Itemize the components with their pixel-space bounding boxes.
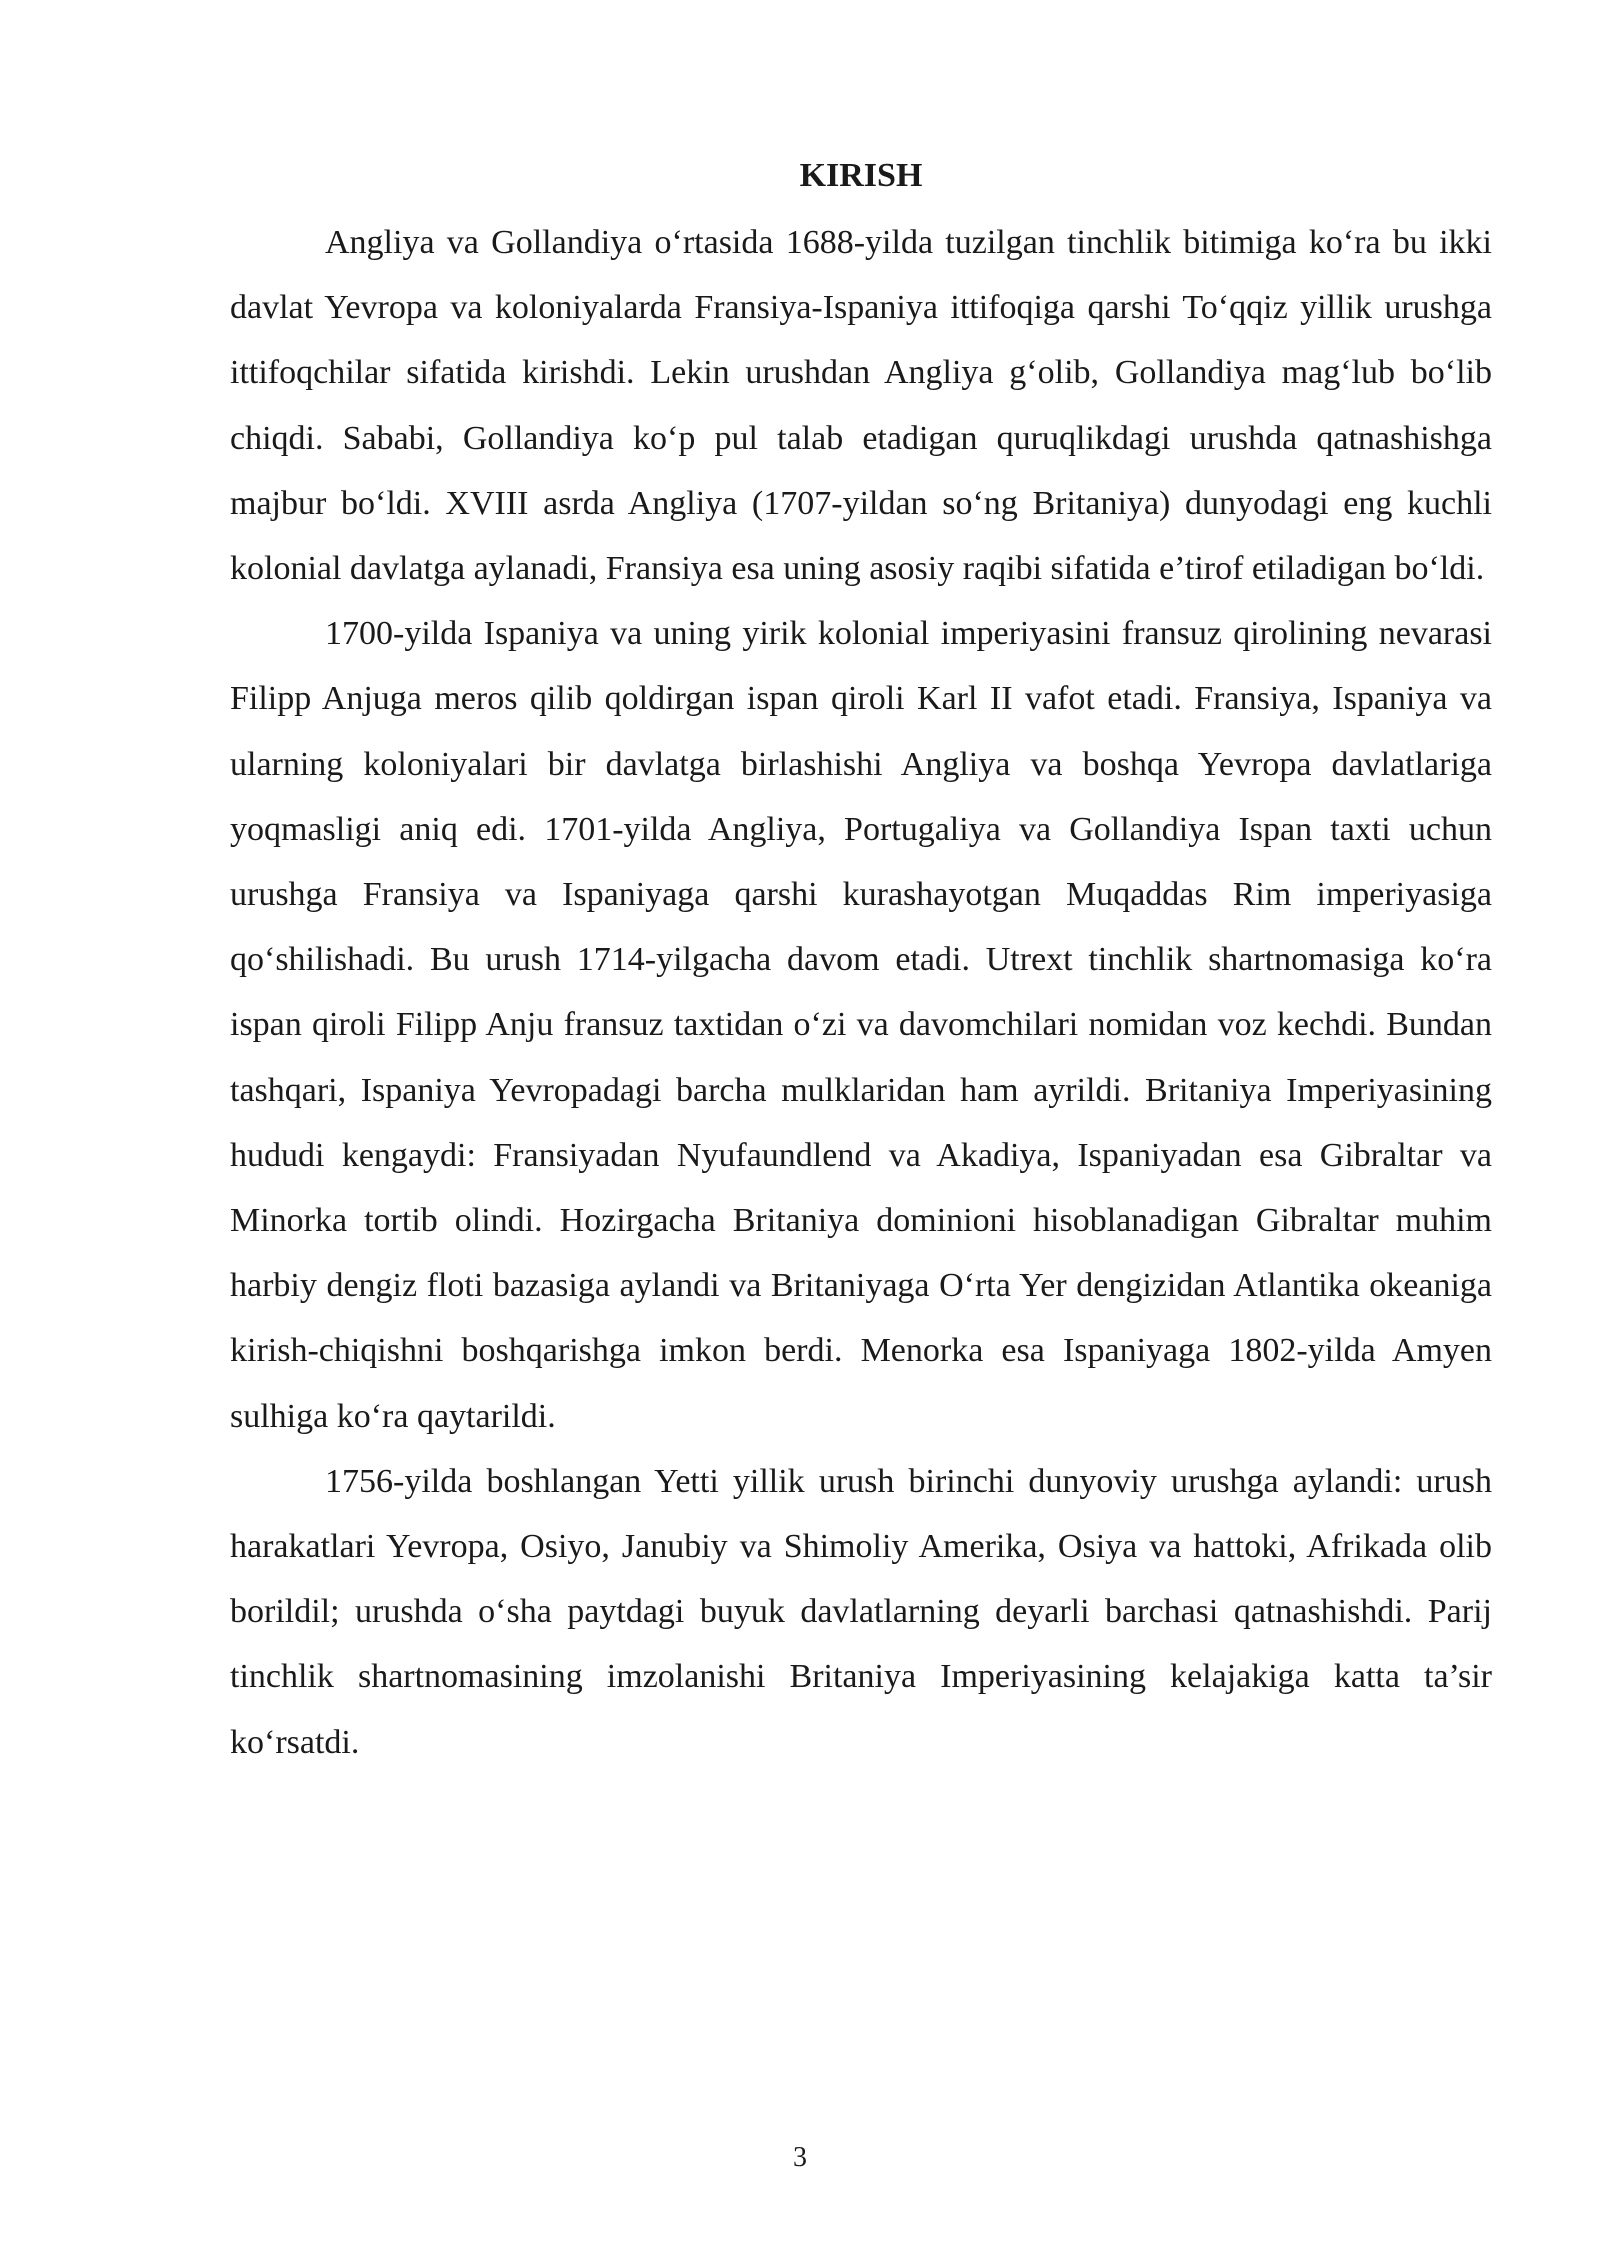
page-content xyxy=(230,150,1492,1775)
page-number: 3 xyxy=(793,2142,807,2173)
section-title: KIRISH xyxy=(799,157,923,194)
paragraph-1: Angliya va Gollandiya o‘rtasida 1688-yilda tuzilgan tinchlik bitimiga ko‘ra bu ikki davlat Yevropa va koloniyalarda Fransiya-Ispaniya ittifoqiga qarshi To‘qqiz yillik urushga ittifoqchilar sifatida kirishdi. Lekin urushdan Angliya g‘olib, Gollandiya mag‘lub bo‘lib chiqdi. Sababi, Gollandiya ko‘p pul talab etadigan quruqlikdagi urushda qatnashishga majbur bo‘ldi. XVIII asrda Angliya (1707-yildan so‘ng Britaniya) dunyodagi eng kuchli kolonial davlatga aylanadi, Fransiya esa uning asosiy raqibi sifatida e’tirof etiladigan bo‘ldi. xyxy=(230,224,1492,588)
paragraph-2: 1700-yilda Ispaniya va uning yirik kolonial imperiyasini fransuz qirolining nevarasi Filipp Anjuga meros qilib qoldirgan ispan qiroli Karl II vafot etadi. Fransiya, Ispaniya va ularning koloniyalari bir davlatga birlashishi Angliya va boshqa Yevropa davlatlariga yoqmasligi aniq edi. 1701-yilda Angliya, Portugaliya va Gollandiya Ispan taxti uchun urushga Fransiya va Ispaniyaga qarshi kurashayotgan Muqaddas Rim imperiyasiga qo‘shilishadi. Bu urush 1714-yilgacha davom etadi. Utrext tinchlik shartnomasiga ko‘ra ispan qiroli Filipp Anju fransuz taxtidan o‘zi va davomchilari nomidan voz kechdi. Bundan tashqari, Ispaniya Yevropadagi barcha mulklaridan ham ayrildi. Britaniya Imperiyasining hududi kengaydi: Fransiyadan Nyufaundlend va Akadiya, Ispaniyadan esa Gibraltar va Minorka tortib olindi. Hozirgacha Britaniya dominioni hisoblanadigan Gibraltar muhim harbiy dengiz floti bazasiga aylandi va Britaniyaga O‘rta Yer dengizidan Atlantika okeaniga kirish-chiqishni boshqarishga imkon berdi. Menorka esa Ispaniyaga 1802-yilda Amyen sulhiga ko‘ra qaytarildi. xyxy=(230,615,1492,1435)
paragraph-3: 1756-yilda boshlangan Yetti yillik urush birinchi dunyoviy urushga aylandi: urush harakatlari Yevropa, Osiyo, Janubiy va Shimoliy Amerika, Osiya va hattoki, Afrikada olib borildil; urushda o‘sha paytdagi buyuk davlatlarning deyarli barchasi qatnashishdi. Parij tinchlik shartnomasining imzolanishi Britaniya Imperiyasining kelajakiga katta ta’sir ko‘rsatdi. xyxy=(230,1462,1492,1761)
